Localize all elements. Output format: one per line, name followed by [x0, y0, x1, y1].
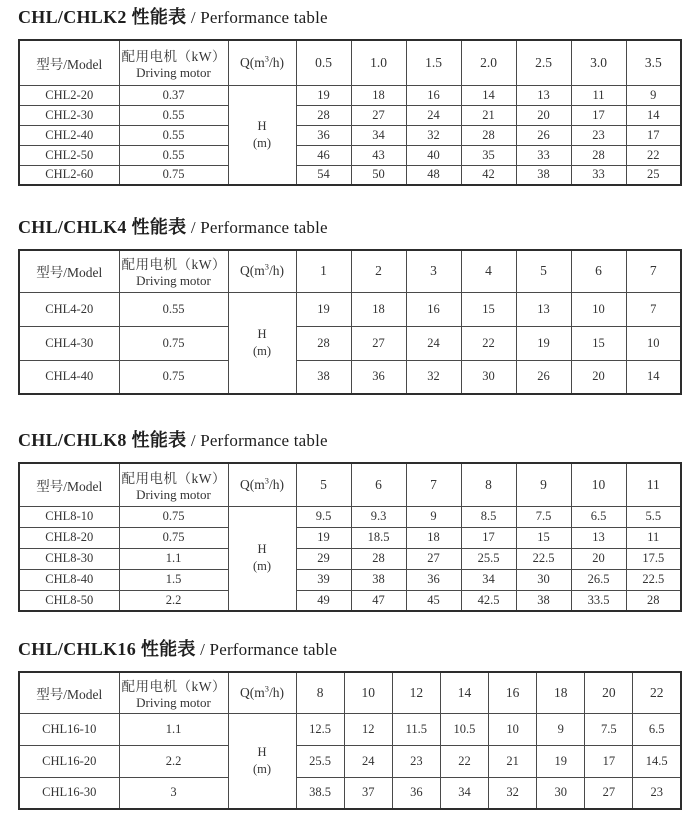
motor-power-cell: 0.37 — [119, 85, 228, 105]
head-value-cell: 19 — [296, 292, 351, 326]
performance-table — [18, 462, 682, 612]
head-value-cell: 39 — [296, 569, 351, 590]
head-value-cell: 9.3 — [351, 506, 406, 527]
head-value-cell: 54 — [296, 165, 351, 185]
column-header-flow-value: 10 — [571, 463, 626, 506]
head-value-cell: 25.5 — [461, 548, 516, 569]
column-header-flow-rate — [228, 672, 296, 713]
table-row — [19, 506, 681, 527]
table-body — [19, 292, 681, 394]
head-value-cell: 9.5 — [296, 506, 351, 527]
head-symbol: H — [257, 744, 267, 759]
head-value-cell: 49 — [296, 590, 351, 611]
head-value-cell: 15 — [461, 292, 516, 326]
model-cell: CHL16-30 — [19, 777, 119, 809]
head-value-cell: 5.5 — [626, 506, 681, 527]
column-header-flow-value: 10 — [344, 672, 392, 713]
table-row — [19, 777, 681, 809]
model-cell: CHL2-60 — [19, 165, 119, 185]
table-title-english: / Performance table — [186, 218, 328, 237]
head-value-cell: 11 — [571, 85, 626, 105]
column-header-flow-value: 2.5 — [516, 40, 571, 85]
head-value-cell: 50 — [351, 165, 406, 185]
column-header-flow-value: 3.0 — [571, 40, 626, 85]
driving-motor-label-cn: 配用电机（kW） — [121, 678, 226, 694]
column-header-flow-value: 8 — [461, 463, 516, 506]
head-value-cell: 34 — [440, 777, 488, 809]
motor-power-cell: 0.75 — [119, 527, 228, 548]
column-header-flow-value: 5 — [296, 463, 351, 506]
head-value-cell: 17 — [585, 745, 633, 777]
head-value-cell: 34 — [351, 125, 406, 145]
head-value-cell: 13 — [516, 292, 571, 326]
head-value-cell: 13 — [516, 85, 571, 105]
head-symbol: H — [257, 118, 267, 133]
table-title-english: / Performance table — [195, 640, 338, 659]
table-title — [18, 216, 682, 239]
head-value-cell: 38 — [516, 165, 571, 185]
model-cell: CHL4-30 — [19, 326, 119, 360]
flow-unit-suffix: /h) — [268, 684, 284, 700]
table-body — [19, 713, 681, 809]
head-value-cell: 35 — [461, 145, 516, 165]
model-cell: CHL8-20 — [19, 527, 119, 548]
column-header-flow-value: 0.5 — [296, 40, 351, 85]
motor-power-cell: 0.75 — [119, 165, 228, 185]
header-row — [19, 40, 681, 85]
head-unit: (m) — [252, 761, 272, 776]
column-header-model: 型号/Model — [19, 40, 119, 85]
head-value-cell: 30 — [516, 569, 571, 590]
header-row — [19, 463, 681, 506]
head-value-cell: 7.5 — [516, 506, 571, 527]
head-value-cell: 29 — [296, 548, 351, 569]
head-value-cell: 26 — [516, 360, 571, 394]
head-unit: (m) — [252, 559, 272, 574]
column-header-flow-value: 20 — [585, 672, 633, 713]
head-value-cell: 45 — [406, 590, 461, 611]
table-header — [19, 463, 681, 506]
head-value-cell: 14.5 — [633, 745, 681, 777]
head-value-cell: 23 — [633, 777, 681, 809]
table-row — [19, 85, 681, 105]
flow-unit-prefix: Q(m — [240, 476, 265, 492]
head-value-cell: 14 — [626, 105, 681, 125]
head-value-cell: 10 — [489, 713, 537, 745]
head-value-cell: 19 — [516, 326, 571, 360]
head-value-cell: 14 — [461, 85, 516, 105]
performance-table-section — [18, 216, 682, 395]
model-cell: CHL2-30 — [19, 105, 119, 125]
head-value-cell: 17 — [461, 527, 516, 548]
table-row — [19, 360, 681, 394]
flow-unit-exponent: 3 — [264, 476, 269, 486]
head-value-cell: 17 — [571, 105, 626, 125]
head-value-cell: 33 — [571, 165, 626, 185]
model-cell: CHL8-30 — [19, 548, 119, 569]
head-value-cell: 24 — [406, 326, 461, 360]
head-value-cell: 48 — [406, 165, 461, 185]
driving-motor-label-cn: 配用电机（kW） — [121, 470, 226, 486]
head-value-cell: 28 — [626, 590, 681, 611]
head-value-cell: 18 — [351, 85, 406, 105]
column-header-flow-value: 7 — [406, 463, 461, 506]
head-value-cell: 23 — [571, 125, 626, 145]
head-unit-cell — [228, 506, 296, 611]
head-value-cell: 38 — [296, 360, 351, 394]
table-row — [19, 590, 681, 611]
motor-power-cell: 2.2 — [119, 590, 228, 611]
driving-motor-label-cn: 配用电机（kW） — [121, 257, 226, 273]
model-cell: CHL8-10 — [19, 506, 119, 527]
flow-unit-exponent: 3 — [264, 262, 269, 272]
table-row — [19, 145, 681, 165]
table-row — [19, 165, 681, 185]
head-value-cell: 22 — [440, 745, 488, 777]
table-title-model-range: CHL/CHLK2 性能表 — [18, 7, 187, 27]
head-value-cell: 36 — [406, 569, 461, 590]
head-value-cell: 27 — [351, 105, 406, 125]
flow-unit-suffix: /h) — [268, 54, 284, 70]
table-header — [19, 672, 681, 713]
column-header-flow-value: 3 — [406, 250, 461, 292]
head-value-cell: 11.5 — [392, 713, 440, 745]
head-value-cell: 22.5 — [516, 548, 571, 569]
head-value-cell: 46 — [296, 145, 351, 165]
column-header-flow-value: 5 — [516, 250, 571, 292]
head-value-cell: 16 — [406, 85, 461, 105]
head-unit: (m) — [252, 343, 272, 358]
head-value-cell: 28 — [351, 548, 406, 569]
flow-unit-prefix: Q(m — [240, 54, 265, 70]
motor-power-cell: 0.55 — [119, 145, 228, 165]
head-value-cell: 36 — [351, 360, 406, 394]
model-cell: CHL8-50 — [19, 590, 119, 611]
head-value-cell: 6.5 — [571, 506, 626, 527]
head-value-cell: 27 — [351, 326, 406, 360]
head-value-cell: 19 — [537, 745, 585, 777]
motor-power-cell: 1.1 — [119, 713, 228, 745]
head-value-cell: 17 — [626, 125, 681, 145]
head-value-cell: 34 — [461, 569, 516, 590]
driving-motor-label-en: Driving motor — [136, 64, 211, 80]
table-title-model-range: CHL/CHLK8 性能表 — [18, 430, 187, 450]
head-value-cell: 7 — [626, 292, 681, 326]
flow-unit-prefix: Q(m — [240, 263, 265, 279]
motor-power-cell: 0.75 — [119, 326, 228, 360]
motor-power-cell: 0.75 — [119, 506, 228, 527]
performance-table — [18, 249, 682, 395]
column-header-flow-value: 2.0 — [461, 40, 516, 85]
head-value-cell: 20 — [571, 360, 626, 394]
flow-unit-exponent: 3 — [264, 684, 269, 694]
model-cell: CHL16-10 — [19, 713, 119, 745]
head-value-cell: 27 — [406, 548, 461, 569]
head-value-cell: 18 — [351, 292, 406, 326]
head-value-cell: 42 — [461, 165, 516, 185]
driving-motor-label-cn: 配用电机（kW） — [121, 48, 226, 64]
table-header — [19, 40, 681, 85]
column-header-flow-value: 7 — [626, 250, 681, 292]
performance-table — [18, 39, 682, 186]
motor-power-cell: 0.55 — [119, 105, 228, 125]
head-value-cell: 20 — [516, 105, 571, 125]
model-cell: CHL16-20 — [19, 745, 119, 777]
head-unit-cell — [228, 292, 296, 394]
column-header-flow-value: 1.0 — [351, 40, 406, 85]
model-cell: CHL2-50 — [19, 145, 119, 165]
head-value-cell: 13 — [571, 527, 626, 548]
model-cell: CHL2-40 — [19, 125, 119, 145]
column-header-driving-motor — [119, 40, 228, 85]
table-title — [18, 638, 682, 661]
column-header-flow-value: 12 — [392, 672, 440, 713]
column-header-flow-value: 22 — [633, 672, 681, 713]
column-header-flow-value: 6 — [571, 250, 626, 292]
head-value-cell: 28 — [296, 105, 351, 125]
head-unit-cell — [228, 713, 296, 809]
head-value-cell: 9 — [537, 713, 585, 745]
column-header-flow-value: 4 — [461, 250, 516, 292]
table-row — [19, 713, 681, 745]
head-value-cell: 25 — [626, 165, 681, 185]
performance-table-section — [18, 638, 682, 810]
head-value-cell: 19 — [296, 527, 351, 548]
head-value-cell: 21 — [489, 745, 537, 777]
head-value-cell: 43 — [351, 145, 406, 165]
head-value-cell: 9 — [406, 506, 461, 527]
head-value-cell: 28 — [461, 125, 516, 145]
head-value-cell: 18.5 — [351, 527, 406, 548]
table-row — [19, 745, 681, 777]
head-value-cell: 38 — [351, 569, 406, 590]
head-value-cell: 28 — [571, 145, 626, 165]
flow-unit-suffix: /h) — [268, 476, 284, 492]
head-value-cell: 26 — [516, 125, 571, 145]
head-value-cell: 23 — [392, 745, 440, 777]
head-value-cell: 21 — [461, 105, 516, 125]
model-cell: CHL2-20 — [19, 85, 119, 105]
table-row — [19, 548, 681, 569]
head-value-cell: 10 — [626, 326, 681, 360]
driving-motor-label-en: Driving motor — [136, 273, 211, 289]
column-header-flow-value: 14 — [440, 672, 488, 713]
column-header-model: 型号/Model — [19, 250, 119, 292]
column-header-flow-value: 18 — [537, 672, 585, 713]
model-cell: CHL8-40 — [19, 569, 119, 590]
head-value-cell: 26.5 — [571, 569, 626, 590]
head-value-cell: 40 — [406, 145, 461, 165]
head-value-cell: 32 — [406, 125, 461, 145]
performance-table — [18, 671, 682, 810]
head-value-cell: 25.5 — [296, 745, 344, 777]
motor-power-cell: 0.75 — [119, 360, 228, 394]
table-row — [19, 569, 681, 590]
head-value-cell: 30 — [537, 777, 585, 809]
head-value-cell: 38.5 — [296, 777, 344, 809]
head-value-cell: 16 — [406, 292, 461, 326]
head-value-cell: 36 — [392, 777, 440, 809]
table-header — [19, 250, 681, 292]
motor-power-cell: 3 — [119, 777, 228, 809]
table-title — [18, 6, 682, 29]
header-row — [19, 250, 681, 292]
head-value-cell: 11 — [626, 527, 681, 548]
head-value-cell: 8.5 — [461, 506, 516, 527]
head-value-cell: 15 — [516, 527, 571, 548]
column-header-flow-value: 1 — [296, 250, 351, 292]
head-value-cell: 28 — [296, 326, 351, 360]
head-value-cell: 17.5 — [626, 548, 681, 569]
head-value-cell: 22 — [461, 326, 516, 360]
model-cell: CHL4-40 — [19, 360, 119, 394]
head-value-cell: 47 — [351, 590, 406, 611]
head-value-cell: 12 — [344, 713, 392, 745]
head-symbol: H — [257, 326, 267, 341]
motor-power-cell: 1.1 — [119, 548, 228, 569]
head-value-cell: 14 — [626, 360, 681, 394]
head-value-cell: 19 — [296, 85, 351, 105]
motor-power-cell: 1.5 — [119, 569, 228, 590]
table-title-model-range: CHL/CHLK4 性能表 — [18, 217, 187, 237]
head-symbol: H — [257, 542, 267, 557]
flow-unit-suffix: /h) — [268, 263, 284, 279]
column-header-flow-value: 9 — [516, 463, 571, 506]
column-header-flow-rate — [228, 250, 296, 292]
column-header-flow-value: 1.5 — [406, 40, 461, 85]
head-value-cell: 15 — [571, 326, 626, 360]
column-header-flow-value: 16 — [489, 672, 537, 713]
column-header-flow-value: 8 — [296, 672, 344, 713]
flow-unit-prefix: Q(m — [240, 684, 265, 700]
column-header-flow-value: 6 — [351, 463, 406, 506]
column-header-flow-value: 3.5 — [626, 40, 681, 85]
table-row — [19, 292, 681, 326]
table-title-model-range: CHL/CHLK16 性能表 — [18, 639, 196, 659]
table-row — [19, 326, 681, 360]
header-row — [19, 672, 681, 713]
column-header-flow-value: 2 — [351, 250, 406, 292]
column-header-flow-value: 11 — [626, 463, 681, 506]
head-value-cell: 38 — [516, 590, 571, 611]
performance-table-section — [18, 6, 682, 186]
head-value-cell: 18 — [406, 527, 461, 548]
head-value-cell: 33.5 — [571, 590, 626, 611]
head-value-cell: 24 — [406, 105, 461, 125]
table-body — [19, 85, 681, 185]
head-value-cell: 37 — [344, 777, 392, 809]
head-unit-cell — [228, 85, 296, 185]
driving-motor-label-en: Driving motor — [136, 486, 211, 502]
table-row — [19, 125, 681, 145]
head-value-cell: 22 — [626, 145, 681, 165]
model-cell: CHL4-20 — [19, 292, 119, 326]
head-value-cell: 24 — [344, 745, 392, 777]
head-value-cell: 10 — [571, 292, 626, 326]
head-value-cell: 33 — [516, 145, 571, 165]
driving-motor-label-en: Driving motor — [136, 694, 211, 710]
head-unit: (m) — [252, 135, 272, 150]
head-value-cell: 20 — [571, 548, 626, 569]
head-value-cell: 7.5 — [585, 713, 633, 745]
head-value-cell: 12.5 — [296, 713, 344, 745]
head-value-cell: 30 — [461, 360, 516, 394]
table-row — [19, 527, 681, 548]
table-title-english: / Performance table — [186, 431, 328, 450]
head-value-cell: 10.5 — [440, 713, 488, 745]
head-value-cell: 27 — [585, 777, 633, 809]
head-value-cell: 22.5 — [626, 569, 681, 590]
motor-power-cell: 2.2 — [119, 745, 228, 777]
column-header-model: 型号/Model — [19, 463, 119, 506]
head-value-cell: 32 — [489, 777, 537, 809]
column-header-flow-rate — [228, 463, 296, 506]
head-value-cell: 6.5 — [633, 713, 681, 745]
column-header-driving-motor — [119, 463, 228, 506]
head-value-cell: 36 — [296, 125, 351, 145]
head-value-cell: 42.5 — [461, 590, 516, 611]
column-header-driving-motor — [119, 250, 228, 292]
column-header-flow-rate — [228, 40, 296, 85]
motor-power-cell: 0.55 — [119, 125, 228, 145]
performance-table-section — [18, 429, 682, 612]
column-header-model: 型号/Model — [19, 672, 119, 713]
table-row — [19, 105, 681, 125]
column-header-driving-motor — [119, 672, 228, 713]
table-title-english: / Performance table — [186, 8, 328, 27]
head-value-cell: 32 — [406, 360, 461, 394]
table-title — [18, 429, 682, 452]
table-body — [19, 506, 681, 611]
motor-power-cell: 0.55 — [119, 292, 228, 326]
flow-unit-exponent: 3 — [264, 54, 269, 64]
head-value-cell: 9 — [626, 85, 681, 105]
